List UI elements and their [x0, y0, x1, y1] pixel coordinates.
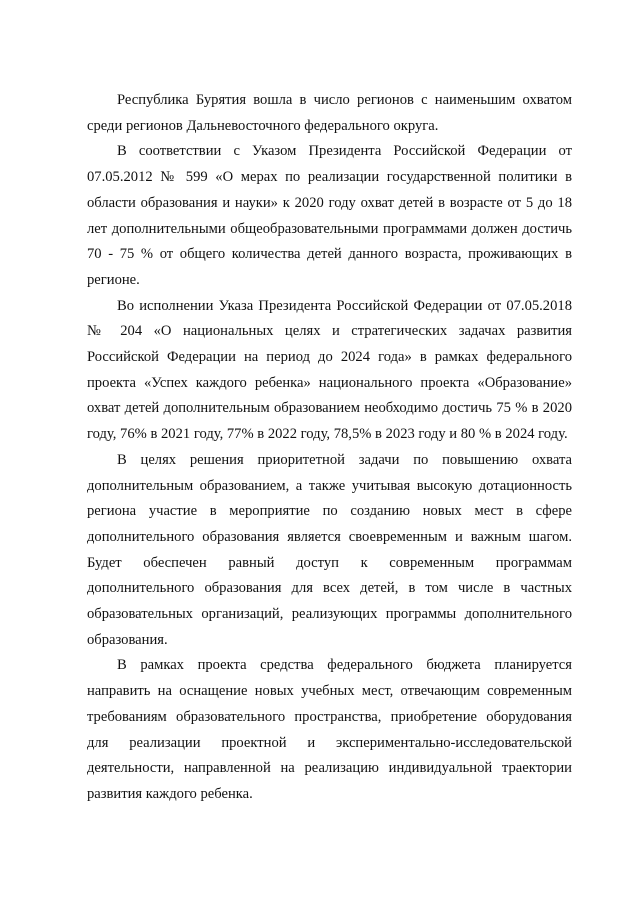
paragraph-decree-204: Во исполнении Указа Президента Российской Федерации от 07.05.2018 № 204 «О национальных целях и стратегических задачах развития Российской Федерации на период до 2024 года» в рамках федерального проекта «Успех каждого ребенка» национального проекта «Образование» охват детей дополнительным образованием необходимо достичь 75 % в 2020 году, 76% в 2021 году, 77% в 2022 году, 78,5% в 2023 году и 80 % в 2024 году. [87, 297, 572, 443]
paragraph-federal-budget: В рамках проекта средства федерального бюджета планируется направить на оснащение новых учебных мест, отвечающим современным требованиям образовательного пространства, приобретение оборудования для реализации проектной и экспериментально-исследовательской деятельности, направленной на реализацию индивидуальной траектории развития каждого ребенка. [87, 657, 572, 802]
document-body [87, 88, 572, 808]
paragraph-decree-599: В соответствии с Указом Президента Российской Федерации от 07.05.2012 № 599 «О мерах по реализации государственной политики в области образования и науки» к 2020 году охват детей в возрасте от 5 до 18 лет дополнительными общеобразовательными программами должен достичь 70 - 75 % от общего количества детей данного возраста, проживающих в регионе. [87, 143, 572, 288]
paragraph-buryatia-coverage: Республика Бурятия вошла в число регионов с наименьшим охватом среди регионов Дальневосточного федерального округа. [87, 92, 572, 134]
paragraph-priority-task: В целях решения приоритетной задачи по повышению охвата дополнительным образованием, а также учитывая высокую дотационность региона участие в мероприятие по созданию новых мест в сфере дополнительного образования является своевременным и важным шагом. Будет обеспечен равный доступ к современным программам дополнительного образования для всех детей, в том числе в частных образовательных организаций, реализующих программы дополнительного образования. [87, 451, 572, 648]
